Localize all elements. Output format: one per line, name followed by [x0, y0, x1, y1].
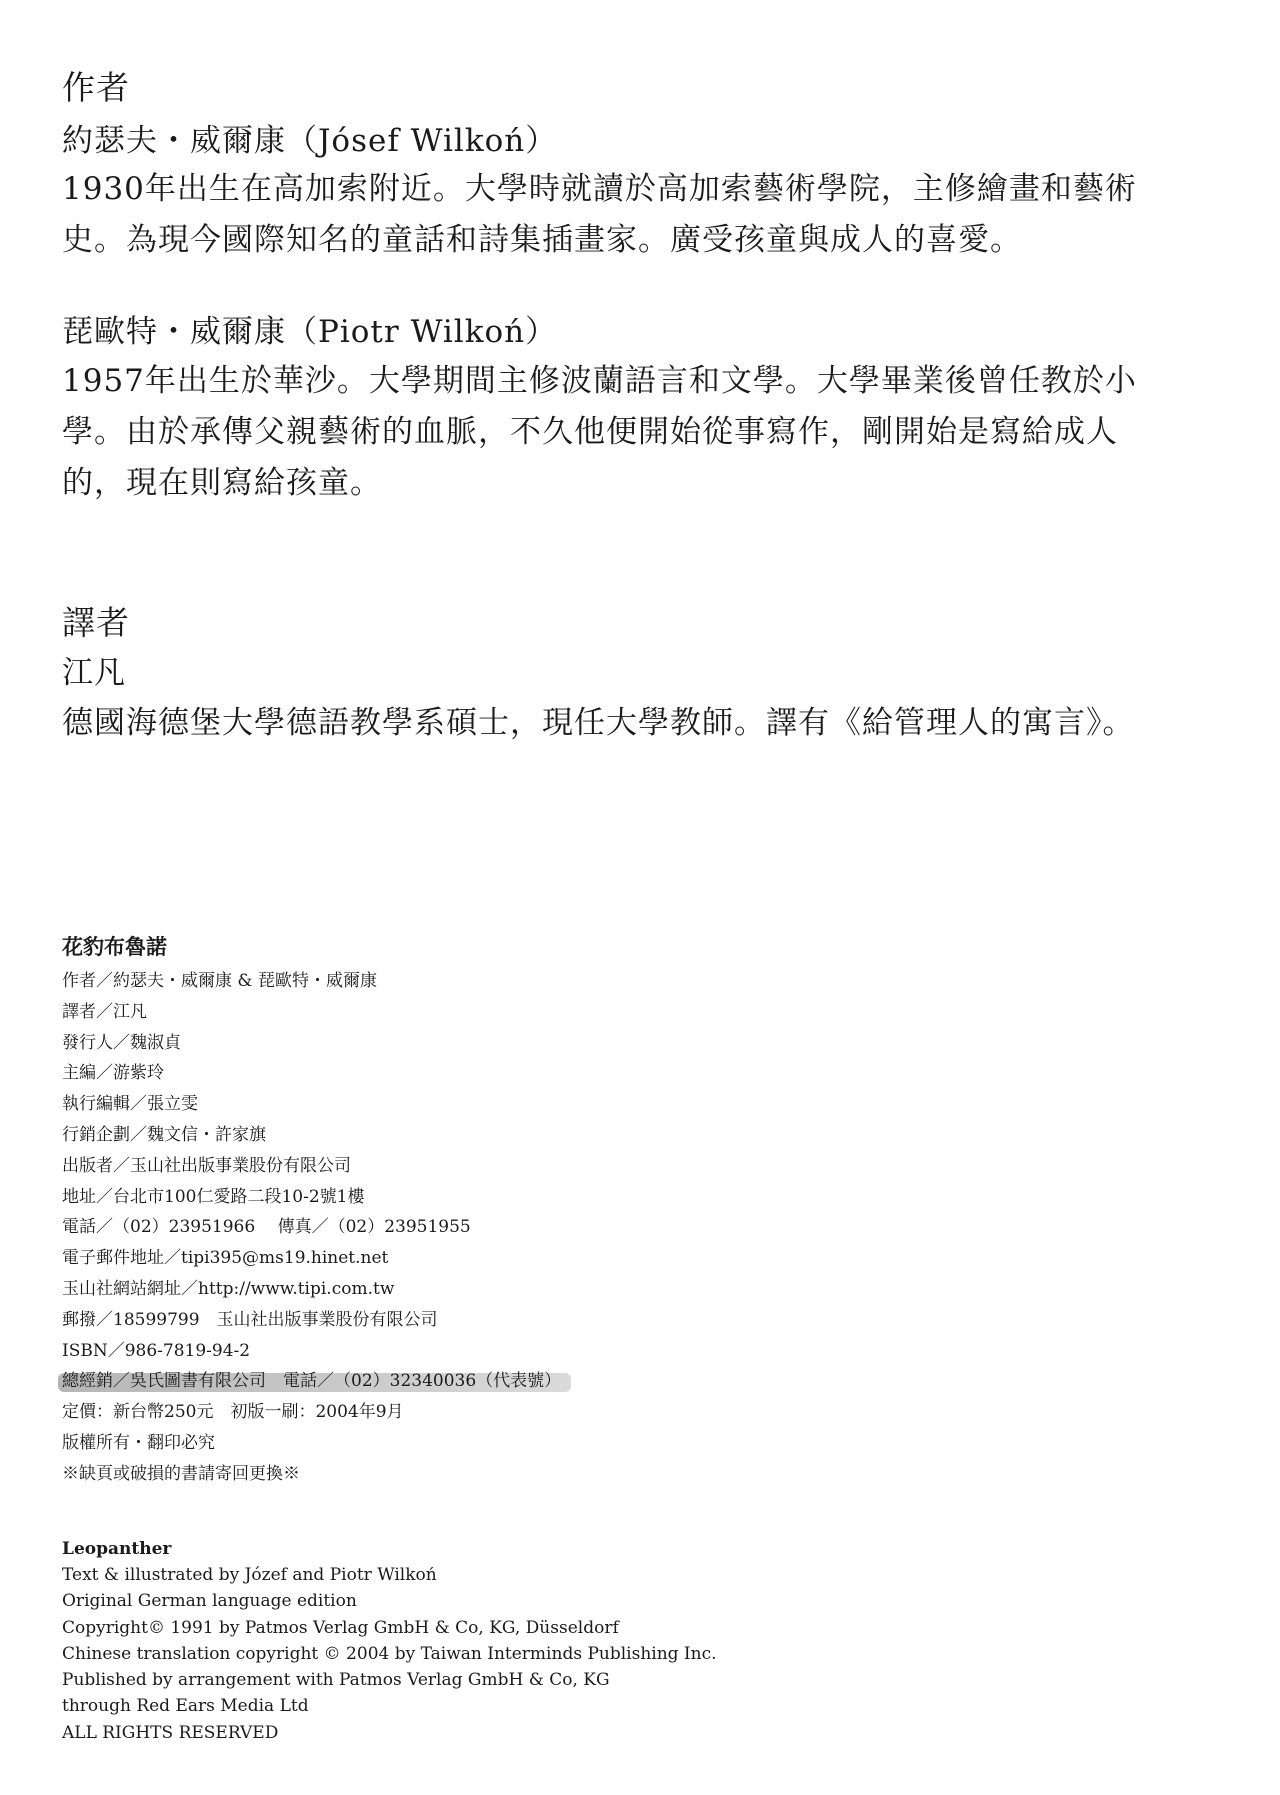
colophon-line: 地址／台北市100仁愛路二段10-2號1樓	[62, 1186, 365, 1207]
colophon-line: 作者／約瑟夫・威爾康 & 琵歐特・威爾康	[62, 971, 377, 991]
author1-bio-line: 史。為現今國際知名的童話和詩集插畫家。廣受孩童與成人的喜愛。	[62, 222, 1022, 258]
author2-bio-line: 的，現在則寫給孩童。	[62, 465, 382, 501]
author2-name: 琵歐特・威爾康（Piotr Wilkoń）	[62, 314, 558, 350]
author2-bio-line: 學。由於承傳父親藝術的血脈，不久他便開始從事寫作，剛開始是寫給成人	[62, 414, 1118, 450]
colophon-line: 郵撥／18599799 玉山社出版事業股份有限公司	[62, 1309, 438, 1330]
english-colophon-line: Copyright© 1991 by Patmos Verlag GmbH & Co, KG, Düsseldorf	[62, 1617, 619, 1638]
colophon-line: 主編／游紫玲	[62, 1063, 164, 1084]
english-colophon	[62, 1536, 862, 1746]
colophon-line: 譯者／江凡	[62, 1001, 147, 1022]
english-colophon-line: Published by arrangement with Patmos Verlag GmbH & Co, KG	[62, 1670, 610, 1691]
colophon-line: 玉山社網站網址／http://www.tipi.com.tw	[62, 1278, 395, 1299]
author2-bio-line: 1957年出生於華沙。大學期間主修波蘭語言和文學。大學畢業後曾任教於小	[62, 363, 1137, 399]
colophon-line: 出版者／玉山社出版事業股份有限公司	[62, 1155, 351, 1176]
translator-bio-line: 德國海德堡大學德語教學系碩士，現任大學教師。譯有《給管理人的寓言》。	[62, 705, 1135, 741]
colophon-line: 定價：新台幣250元 初版一刷：2004年9月	[62, 1402, 404, 1423]
colophon	[62, 930, 862, 1490]
author1-name: 約瑟夫・威爾康（Jósef Wilkoń）	[62, 123, 558, 159]
colophon-line: 電話／（02）23951966 傳真／（02）23951955	[62, 1217, 471, 1238]
colophon-line: 版權所有・翻印必究	[62, 1432, 215, 1453]
colophon-line: 發行人／魏淑貞	[62, 1032, 181, 1053]
colophon-line: ※缺頁或破損的書請寄回更換※	[62, 1463, 300, 1484]
english-colophon-line: Original German language edition	[62, 1591, 357, 1612]
english-colophon-line: Text & illustrated by Józef and Piotr Wilkoń	[62, 1565, 437, 1585]
english-colophon-title: Leopanther	[62, 1539, 172, 1559]
distributor-line-highlighted: 總經銷／吳氏圖書有限公司 電話／（02）32340036（代表號）	[62, 1366, 561, 1397]
colophon-line: 執行編輯／張立雯	[62, 1094, 198, 1115]
english-colophon-line: ALL RIGHTS RESERVED	[62, 1722, 279, 1743]
author1-bio	[62, 164, 1242, 266]
translator-name: 江凡	[62, 655, 126, 691]
author2-bio	[62, 356, 1242, 509]
translator-bio	[62, 698, 1242, 749]
colophon-title: 花豹布魯諾	[62, 934, 167, 959]
english-colophon-line: through Red Ears Media Ltd	[62, 1696, 309, 1717]
translator-section-title: 譯者	[62, 603, 130, 642]
english-colophon-line: Chinese translation copyright © 2004 by Taiwan Interminds Publishing Inc.	[62, 1643, 717, 1664]
colophon-line: 電子郵件地址／tipi395@ms19.hinet.net	[62, 1248, 389, 1269]
author-section-title: 作者	[62, 68, 130, 107]
colophon-line: 行銷企劃／魏文信・許家旗	[62, 1124, 266, 1145]
colophon-line: ISBN／986-7819-94-2	[62, 1340, 251, 1361]
author1-bio-line: 1930年出生在高加索附近。大學時就讀於高加索藝術學院，主修繪畫和藝術	[62, 171, 1137, 207]
